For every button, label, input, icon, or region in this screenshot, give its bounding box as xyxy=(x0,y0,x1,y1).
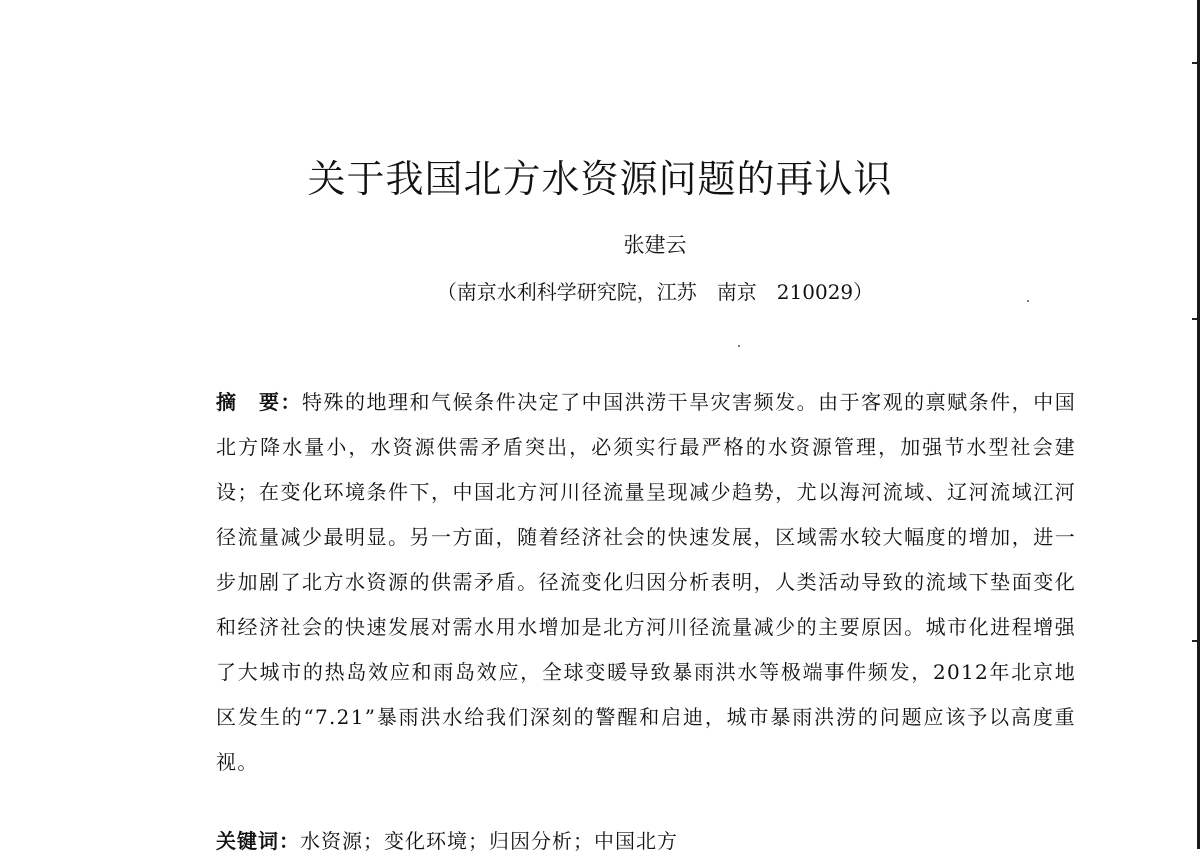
scan-speck xyxy=(738,345,740,347)
scan-mark xyxy=(1192,318,1197,320)
keywords-line xyxy=(216,828,1076,854)
keywords-label: 关键词： xyxy=(216,829,300,853)
keywords-text: 水资源；变化环境；归因分析；中国北方 xyxy=(300,829,678,853)
abstract-label: 摘 要： xyxy=(216,390,303,414)
scan-mark xyxy=(1192,62,1197,64)
paper-author: 张建云 xyxy=(623,233,687,257)
scan-mark xyxy=(1192,640,1197,642)
paper-affiliation: （南京水利科学研究院，江苏 南京 210029） xyxy=(436,280,874,304)
abstract-text: 特殊的地理和气候条件决定了中国洪涝干旱灾害频发。由于客观的禀赋条件，中国北方降水量小，水资源供需矛盾突出，必须实行最严格的水资源管理，加强节水型社会建设；在变化环境条件下，中国北方河川径流量呈现减少趋势，尤以海河流域、辽河流域江河径流量减少最明显。另一方面，随着经济社会的快速发展，区域需水较大幅度的增加，进一步加剧了北方水资源的供需矛盾。径流变化归因分析表明，人类活动导致的流域下垫面变化和经济社会的快速发展对需水用水增加是北方河川径流量减少的主要原因。城市化进程增强了大城市的热岛效应和雨岛效应，全球变暖导致暴雨洪水等极端事件频发，2012年北京地区发生的“7.21”暴雨洪水给我们深刻的警醒和启迪，城市暴雨洪涝的问题应该予以高度重视。 xyxy=(216,390,1076,774)
abstract-block xyxy=(216,380,1076,785)
paper-title: 关于我国北方水资源问题的再认识 xyxy=(307,157,893,201)
